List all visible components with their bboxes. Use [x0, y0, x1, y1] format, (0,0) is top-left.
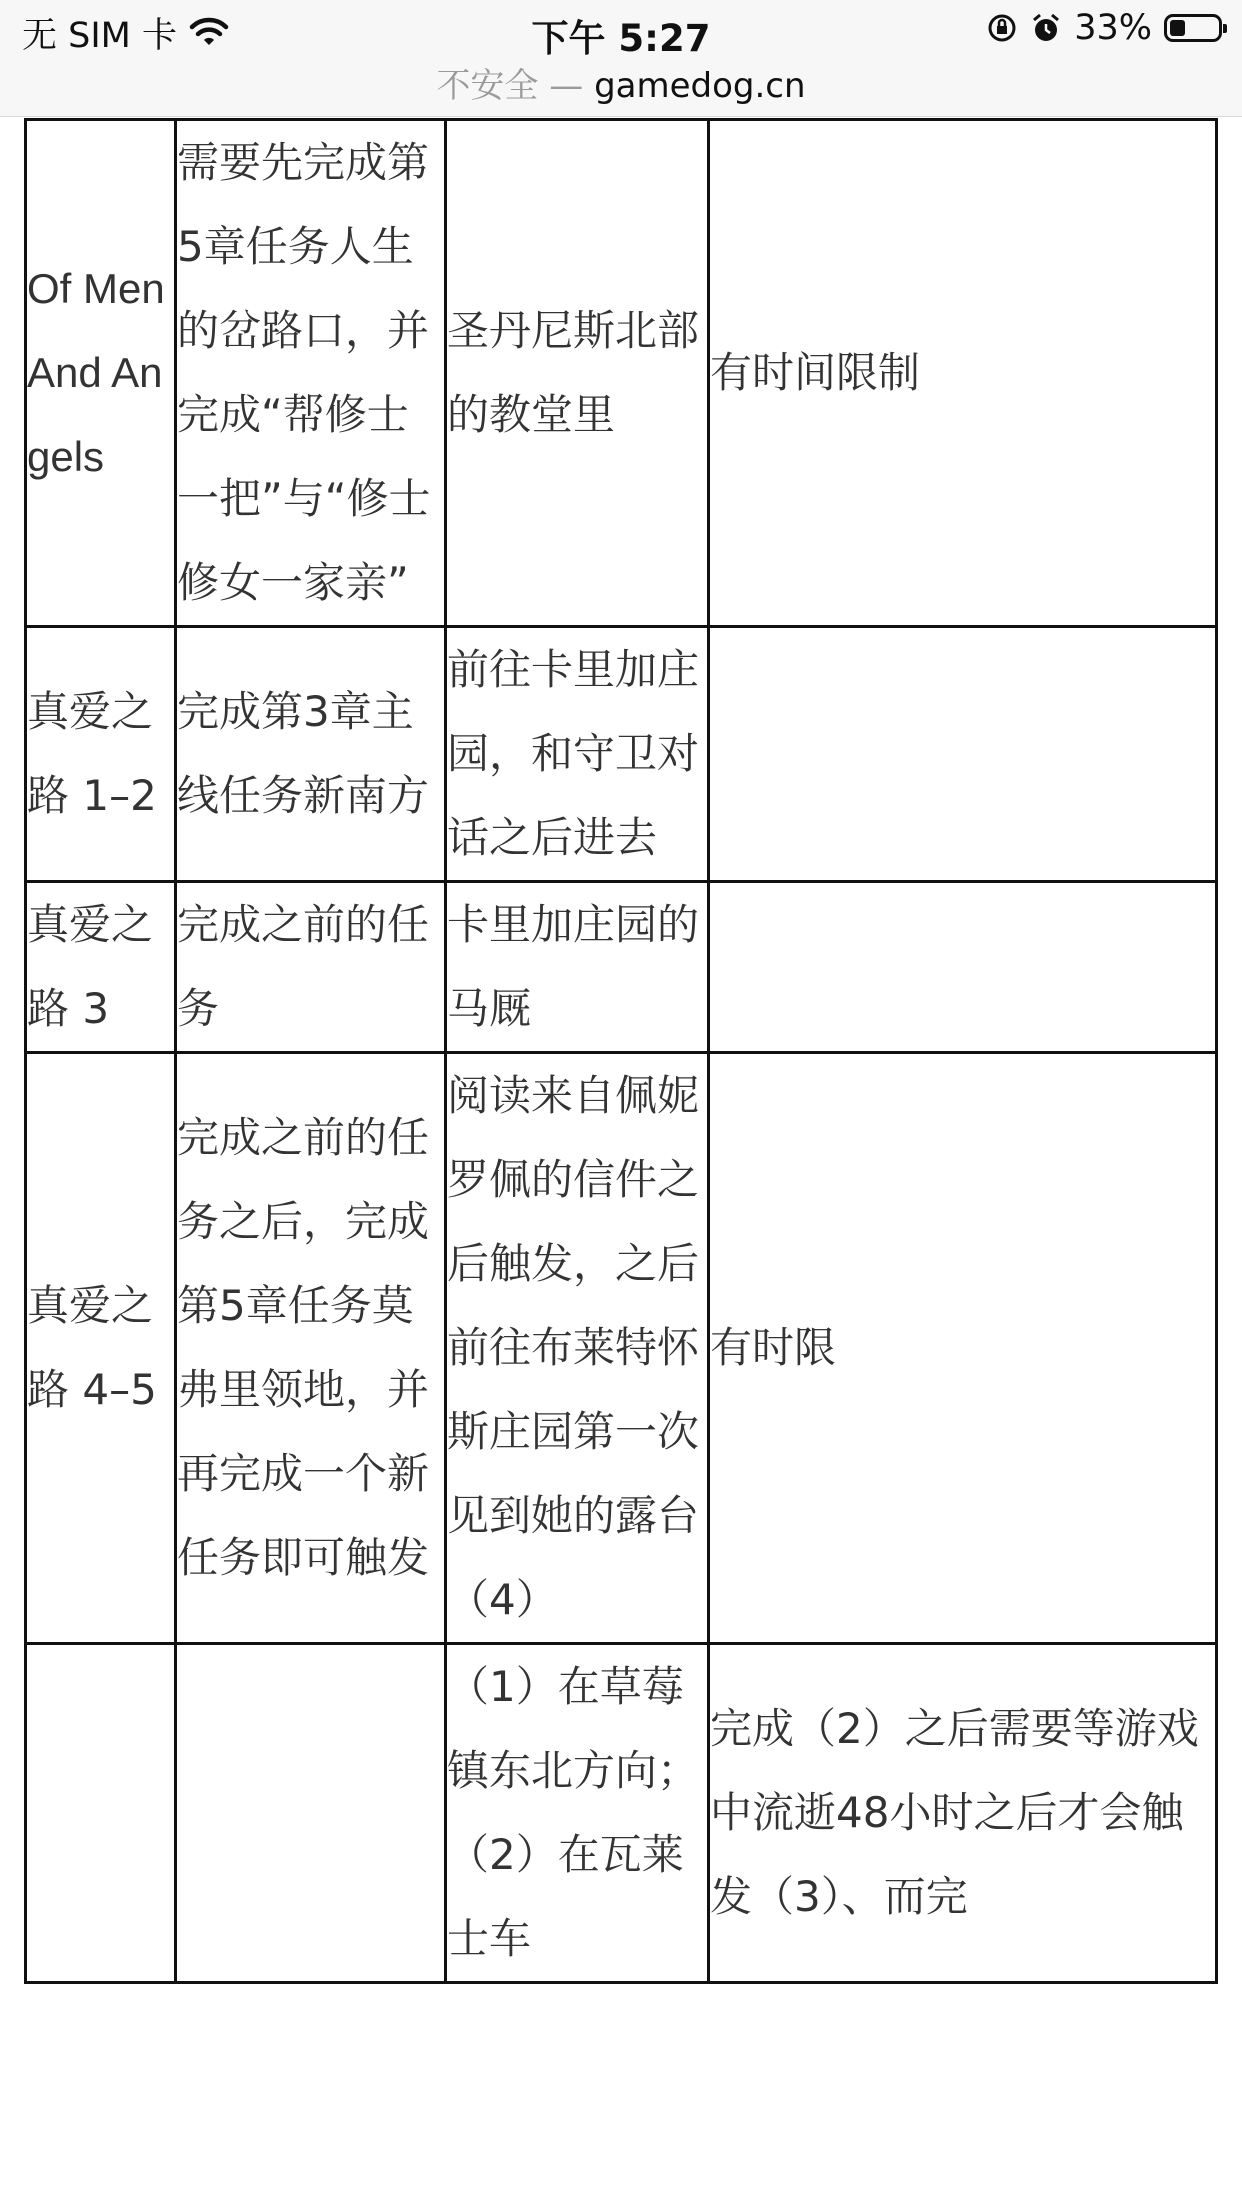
status-icons	[986, 8, 1222, 48]
cell-location: 卡里加庄园的马厩	[446, 882, 709, 1053]
cell-location: （1）在草莓镇东北方向；（2）在瓦莱士车	[446, 1644, 709, 1983]
cell-location: 圣丹尼斯北部的教堂里	[446, 120, 709, 627]
table-row	[26, 1053, 1217, 1644]
security-label: 不安全	[436, 66, 539, 106]
cell-name: 真爱之路 3	[26, 882, 176, 1053]
orientation-lock-icon	[986, 12, 1018, 44]
cell-name: 真爱之路 4–5	[26, 1053, 176, 1644]
cell-note: 有时限	[709, 1053, 1217, 1644]
alarm-icon	[1030, 12, 1062, 44]
cell-location: 前往卡里加庄园，和守卫对话之后进去	[446, 627, 709, 882]
cell-requirement: 需要先完成第5章任务人生的岔路口，并完成“帮修士一把”与“修士修女一家亲”	[176, 120, 446, 627]
cell-note: 有时间限制	[709, 120, 1217, 627]
cell-location: 阅读来自佩妮罗佩的信件之后触发，之后前往布莱特怀斯庄园第一次见到她的露台（4）	[446, 1053, 709, 1644]
battery-percent: 33%	[1074, 8, 1152, 48]
url-domain: gamedog.cn	[594, 66, 806, 106]
url-separator: —	[549, 66, 584, 106]
battery-icon	[1164, 14, 1222, 42]
cell-name: Of Men And Angels	[26, 120, 176, 627]
table-row	[26, 882, 1217, 1053]
table-row	[26, 627, 1217, 882]
cell-requirement: 完成之前的任务之后，完成第5章任务莫弗里领地，并再完成一个新任务即可触发	[176, 1053, 446, 1644]
cell-note: 完成（2）之后需要等游戏中流逝48小时之后才会触发（3）、而完	[709, 1644, 1217, 1983]
cell-requirement	[176, 1644, 446, 1983]
cell-requirement: 完成第3章主线任务新南方	[176, 627, 446, 882]
quest-table	[24, 118, 1218, 1984]
status-bar	[0, 0, 1242, 117]
cell-name	[26, 1644, 176, 1983]
table-row	[26, 120, 1217, 627]
table-row	[26, 1644, 1217, 1983]
cell-requirement: 完成之前的任务	[176, 882, 446, 1053]
carrier-label: 无 SIM 卡	[22, 16, 177, 56]
cell-name: 真爱之路 1–2	[26, 627, 176, 882]
clock: 下午 5:27	[531, 17, 711, 60]
cell-note	[709, 627, 1217, 882]
cell-note	[709, 882, 1217, 1053]
address-bar[interactable]	[0, 58, 1242, 107]
